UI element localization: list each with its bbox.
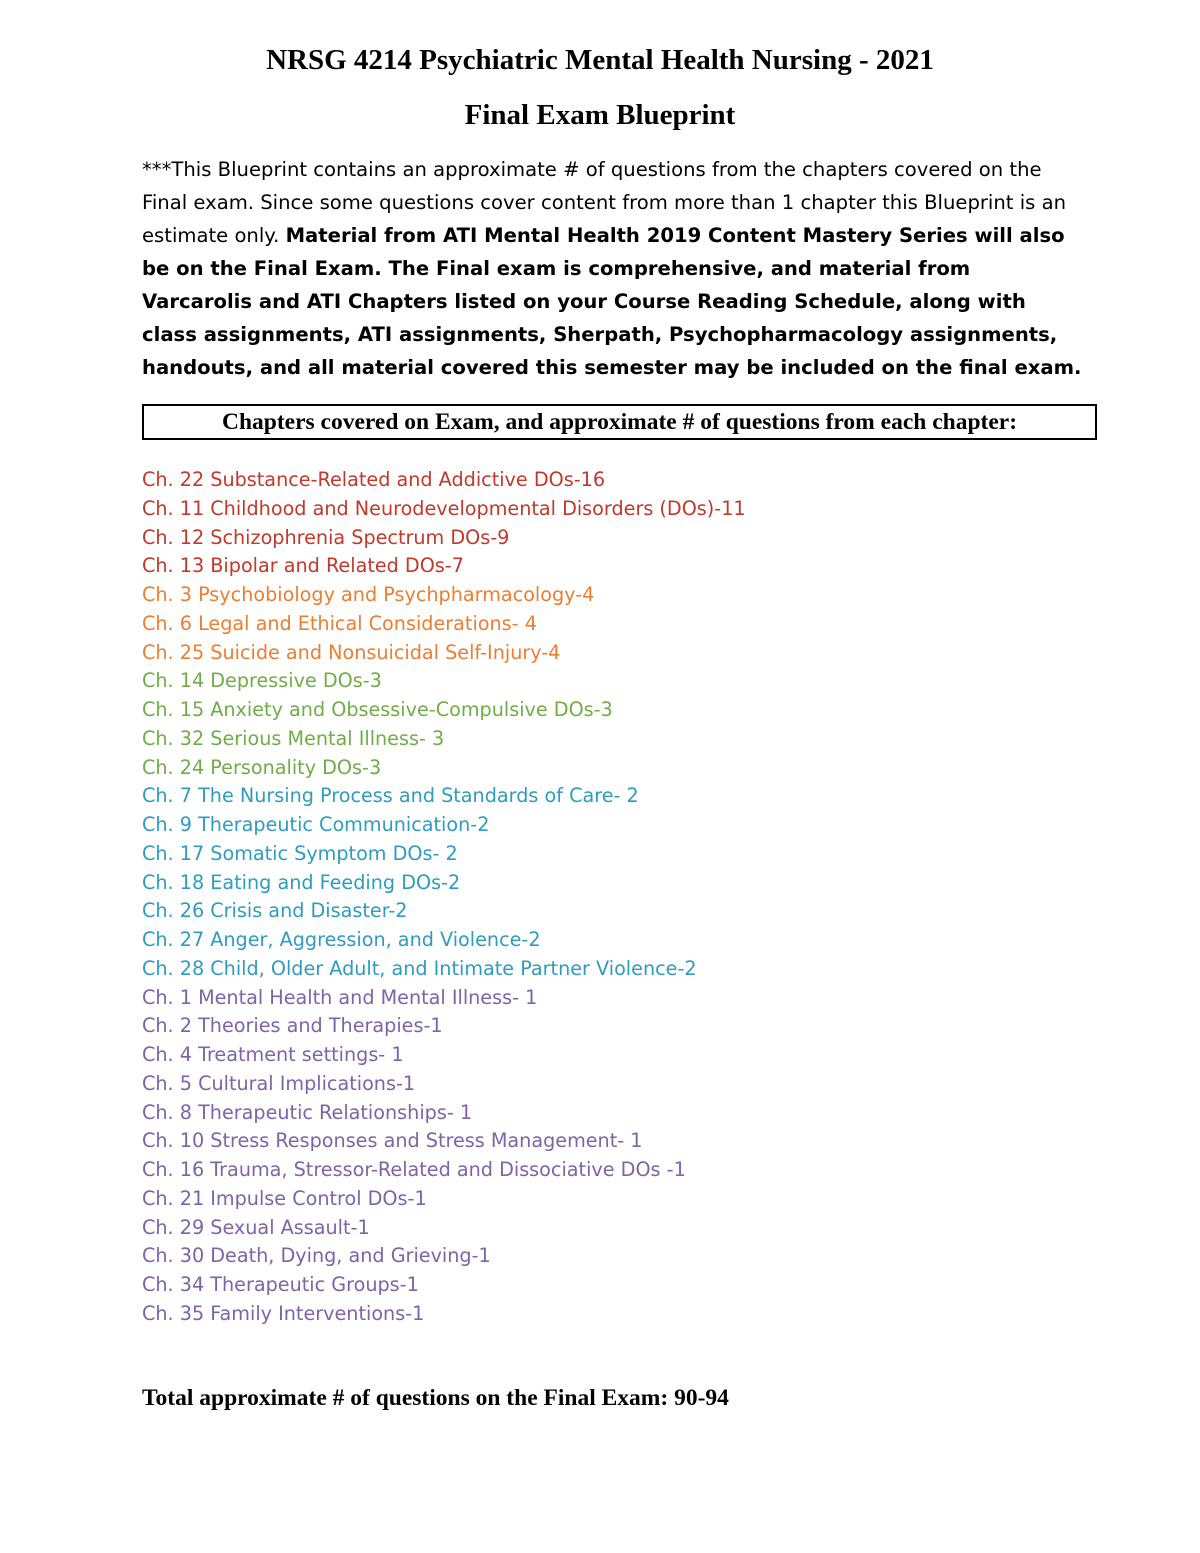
total-questions: Total approximate # of questions on the Final Exam: 90-94	[142, 1385, 729, 1411]
chapter-item: Ch. 12 Schizophrenia Spectrum DOs-9	[142, 525, 510, 549]
chapter-item: Ch. 10 Stress Responses and Stress Management- 1	[142, 1129, 643, 1153]
chapter-item: Ch. 11 Childhood and Neurodevelopmental Disorders (DOs)-11	[142, 496, 746, 520]
chapter-item: Ch. 15 Anxiety and Obsessive-Compulsive DOs-3	[142, 698, 613, 721]
chapter-item: Ch. 18 Eating and Feeding DOs-2	[142, 870, 461, 894]
chapter-item: Ch. 7 The Nursing Process and Standards of Care- 2	[142, 784, 639, 808]
chapter-item: Ch. 30 Death, Dying, and Grieving-1	[142, 1244, 491, 1268]
chapter-list	[142, 466, 1142, 1329]
chapter-item: Ch. 3 Psychobiology and Psychpharmacology-4	[142, 583, 595, 606]
intro-paragraph	[142, 153, 1087, 384]
intro-bold-text: Material from ATI Mental Health 2019 Content Mastery Series will also be on the Final Exam. The Final exam is comprehensive, and material from Varcarolis and ATI Chapters listed on your Course Reading Schedule, along with class assignments, ATI assignments, Sherpath, Psychopharmacology assignments, handouts, and all material covered this semester may be included on the final exam.	[142, 224, 1082, 379]
chapter-item: Ch. 27 Anger, Aggression, and Violence-2	[142, 928, 541, 951]
intro-normal-text: ***This Blueprint contains an approximate # of questions from the chapters covered on the Final exam. Since some questions cover content from more than 1 chapter this Blueprint is an estimate only.	[142, 158, 1067, 247]
chapter-item: Ch. 6 Legal and Ethical Considerations- 4	[142, 611, 537, 635]
chapter-item: Ch. 29 Sexual Assault-1	[142, 1215, 370, 1239]
chapter-item: Ch. 28 Child, Older Adult, and Intimate Partner Violence-2	[142, 956, 697, 980]
chapter-item: Ch. 24 Personality DOs-3	[142, 755, 382, 779]
chapter-item: Ch. 13 Bipolar and Related DOs-7	[142, 554, 464, 578]
chapter-item: Ch. 17 Somatic Symptom DOs- 2	[142, 841, 458, 865]
chapter-item: Ch. 4 Treatment settings- 1	[142, 1043, 404, 1066]
chapter-item: Ch. 35 Family Interventions-1	[142, 1301, 425, 1325]
chapter-item: Ch. 8 Therapeutic Relationships- 1	[142, 1100, 473, 1124]
chapter-item: Ch. 14 Depressive DOs-3	[142, 669, 382, 693]
chapters-section-heading: Chapters covered on Exam, and approximate # of questions from each chapter:	[142, 404, 1097, 440]
document-subtitle: Final Exam Blueprint	[464, 99, 736, 131]
chapter-item: Ch. 16 Trauma, Stressor-Related and Dissociative DOs -1	[142, 1158, 686, 1181]
chapter-item: Ch. 5 Cultural Implications-1	[142, 1071, 416, 1095]
chapter-item: Ch. 2 Theories and Therapies-1	[142, 1014, 443, 1038]
document-title: NRSG 4214 Psychiatric Mental Health Nursing - 2021	[266, 44, 934, 76]
chapter-item: Ch. 22 Substance-Related and Addictive DOs-16	[142, 468, 606, 491]
chapter-item: Ch. 32 Serious Mental Illness- 3	[142, 726, 445, 750]
chapter-item: Ch. 25 Suicide and Nonsuicidal Self-Injury-4	[142, 640, 561, 664]
chapter-item: Ch. 34 Therapeutic Groups-1	[142, 1273, 419, 1296]
chapter-item: Ch. 26 Crisis and Disaster-2	[142, 899, 408, 923]
chapter-item: Ch. 9 Therapeutic Communication-2	[142, 813, 490, 836]
chapter-item: Ch. 1 Mental Health and Mental Illness- 1	[142, 985, 538, 1009]
chapter-item: Ch. 21 Impulse Control DOs-1	[142, 1186, 427, 1210]
